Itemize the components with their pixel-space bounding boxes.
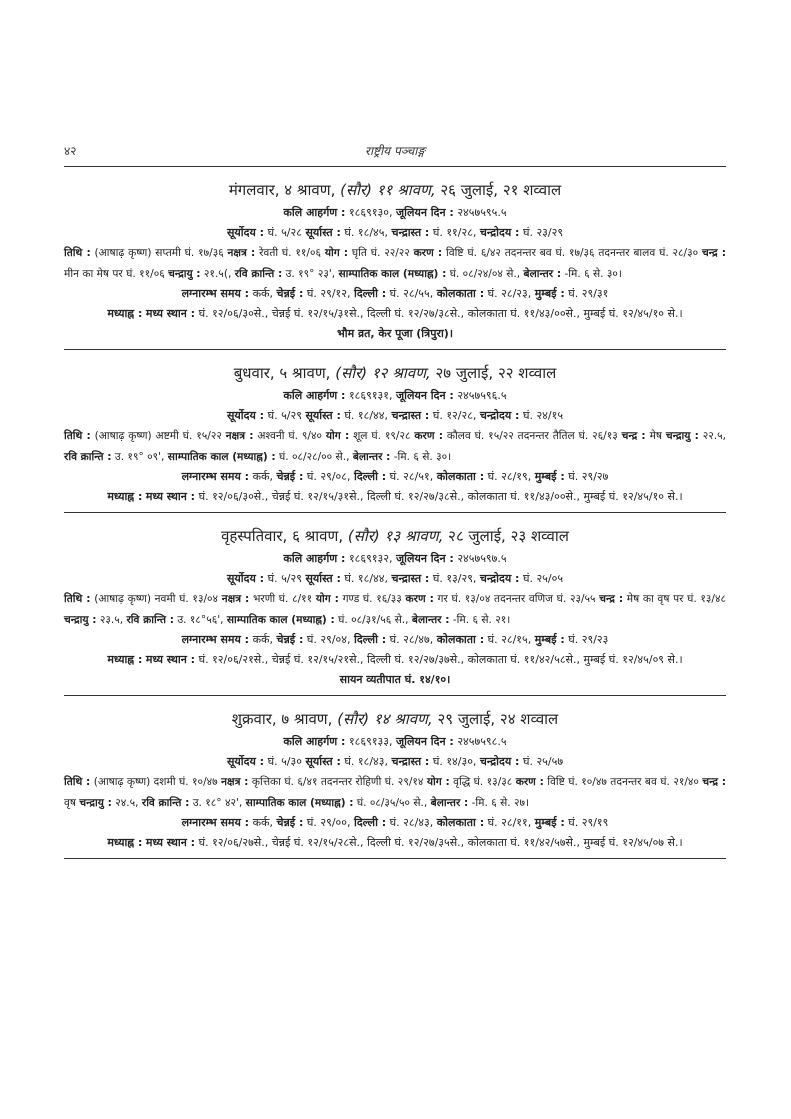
tithi-value: (आषाढ़ कृष्ण) नवमी घं. १३/०४: [94, 593, 219, 605]
moonrise-label: चन्द्रोदय :: [479, 755, 520, 768]
sun-moon-line: [64, 569, 726, 589]
moonrise-value: घं. २३/२९: [522, 226, 564, 239]
sunset-value: घं. १८/४५,: [344, 226, 388, 239]
sunrise-value: घं. ५/२९: [267, 409, 302, 422]
chandrayu-label: चन्द्रायु :: [64, 613, 97, 626]
karana-label: करण :: [515, 776, 544, 788]
lagna-mumbai-value: घं. २९/१९: [568, 816, 609, 829]
chandrayu-label: चन्द्रायु :: [79, 796, 112, 809]
nakshatra-label: नक्षत्र :: [225, 430, 254, 442]
panchang-details: [64, 243, 726, 284]
saur-date: (सौर) ११ श्रावण,: [340, 181, 436, 199]
festival-note: भौम व्रत, केर पूजा (त्रिपुरा)।: [337, 327, 453, 340]
madhyahna-line: [64, 650, 726, 670]
kali-ahargan-value: १८६९१३३,: [348, 735, 393, 748]
moonrise-label: चन्द्रोदय :: [479, 572, 520, 585]
mumbai-label: मुम्बई :: [534, 470, 565, 483]
panchang-details: [64, 772, 726, 813]
karana-value: कौलव घं. १५/२२ तदनन्तर तैतिल घं. २६/१३: [446, 430, 618, 442]
kolkata-label: कोलकाता :: [436, 287, 485, 300]
madhya-sthan-label: मध्य स्थान :: [145, 836, 196, 849]
kali-julian-line: [64, 732, 726, 752]
sunrise-label: सूर्योदय :: [226, 409, 265, 422]
madhyahna-values: घं. १२/०६/२७से., चेन्नई घं. १२/१५/२८से., दिल्ली घं. १२/२७/३५से., कोलकाता घं. ११/४२/५७से., मुम्बई घं. १२/४५/०७ से.।: [198, 836, 683, 849]
lagna-chennai-value: घं. २९/०४,: [306, 633, 351, 646]
kali-julian-line: [64, 549, 726, 569]
lagna-delhi-value: घं. २८/५५,: [389, 287, 434, 300]
lagna-mumbai-value: घं. २९/२७: [568, 470, 609, 483]
madhyahna-values: घं. १२/०६/३०से., चेन्नई घं. १२/१५/३१से., दिल्ली घं. १२/२७/३८से., कोलकाता घं. ११/४३/००से., मुम्बई घं. १२/४५/१० से.।: [198, 307, 683, 320]
moonset-label: चन्द्रास्त :: [391, 572, 430, 585]
yoga-value: घृति घं. २२/२२: [351, 247, 410, 259]
sampatik-label: साम्पातिक काल (मध्याह्न) :: [245, 796, 354, 809]
sampatik-label: साम्पातिक काल (मध्याह्न) :: [338, 267, 447, 280]
julian-day-value: २४५७५९६.५: [457, 389, 507, 402]
ravi-kranti-value: उ. १८°५६',: [177, 613, 224, 626]
nakshatra-value: कृत्तिका घं. ६/४१ तदनन्तर रोहिणी घं. २९/१४: [251, 776, 424, 788]
gregorian-hijri-date: २९ जुलाई, २४ शव्वाल: [437, 710, 559, 728]
belantar-label: बेलान्तर :: [430, 796, 469, 809]
moonset-label: चन्द्रास्त :: [391, 409, 430, 422]
lagna-chennai-value: घं. २९/१२,: [306, 287, 351, 300]
belantar-label: बेलान्तर :: [352, 450, 391, 463]
julian-day-value: २४५७५९५.५: [457, 206, 507, 219]
chandrayu-value: २३.५,: [99, 613, 124, 626]
page: [64, 140, 726, 859]
chandrayu-value: २२.५,: [702, 430, 727, 442]
sampatik-value: घं. ०८/२८/०० से.,: [278, 450, 350, 463]
kali-label: कलि आहर्गण :: [283, 206, 346, 219]
chandra-label: चन्द्र :: [702, 776, 726, 788]
madhyahna-label: मध्याह्न :: [107, 490, 143, 503]
nakshatra-label: नक्षत्र :: [227, 247, 256, 259]
day-heading: [64, 179, 726, 201]
belantar-label: बेलान्तर :: [523, 267, 562, 280]
belantar-value: -मि. ६ से. ३०।: [393, 450, 452, 463]
ravi-kranti-value: उ. १९° २३',: [285, 267, 336, 280]
moonset-label: चन्द्रास्त :: [391, 226, 430, 239]
day-entry: [64, 513, 726, 695]
lagna-delhi-value: घं. २८/५१,: [389, 470, 434, 483]
madhyahna-label: मध्याह्न :: [107, 307, 143, 320]
chennai-label: चेन्नई :: [276, 287, 304, 300]
belantar-value: -मि. ६ से. २१।: [452, 613, 511, 626]
moonrise-label: चन्द्रोदय :: [479, 409, 520, 422]
madhya-sthan-label: मध्य स्थान :: [145, 653, 196, 666]
belantar-label: बेलान्तर :: [411, 613, 450, 626]
julian-label: जूलियन दिन :: [396, 552, 454, 565]
mumbai-label: मुम्बई :: [534, 633, 565, 646]
moonset-value: घं. ११/२८,: [432, 226, 477, 239]
madhyahna-values: घं. १२/०६/२१से., चेन्नई घं. १२/१५/२१से., दिल्ली घं. १२/२७/३७से., कोलकाता घं. ११/४२/५८से., मुम्बई घं. १२/४५/०९ से.।: [198, 653, 683, 666]
chandrayu-label: चन्द्रायु :: [665, 430, 699, 442]
madhyahna-line: [64, 487, 726, 507]
sampatik-label: साम्पातिक काल (मध्याह्न) :: [226, 613, 335, 626]
tithi-value: (आषाढ़ कृष्ण) अष्टमी घं. १५/२२: [94, 430, 222, 442]
moonrise-value: घं. २५/०५: [522, 572, 564, 585]
karana-label: करण :: [405, 593, 434, 605]
festival-note: सायन व्यतीपात घं. १४/१०।: [339, 673, 451, 686]
saur-date: (सौर) १४ श्रावण,: [337, 710, 433, 728]
ravi-kranti-label: रवि क्रान्ति :: [234, 267, 283, 280]
nakshatra-label: नक्षत्र :: [221, 593, 250, 605]
lagna-kark: कर्क,: [252, 816, 273, 829]
delhi-label: दिल्ली :: [353, 633, 387, 646]
sunset-value: घं. १८/४३,: [344, 755, 388, 768]
chandra-label: चन्द्र :: [621, 430, 646, 442]
yoga-label: योग :: [315, 593, 339, 605]
ravi-kranti-label: रवि क्रान्ति :: [126, 613, 174, 626]
kolkata-label: कोलकाता :: [436, 633, 485, 646]
chandra-value: मीन का मेष पर घं. ११/०६: [64, 267, 165, 280]
karana-label: करण :: [414, 430, 443, 442]
karana-label: करण :: [413, 247, 443, 259]
lagna-line: [64, 813, 726, 833]
sampatik-value: घं. ०८/३१/५६ से.,: [338, 613, 409, 626]
sunset-value: घं. १८/४४,: [344, 572, 388, 585]
lagna-kark: कर्क,: [252, 287, 273, 300]
kali-label: कलि आहर्गण :: [283, 389, 346, 402]
lagna-kolkata-value: घं. २८/२३,: [487, 287, 532, 300]
lagna-delhi-value: घं. २८/४३,: [389, 816, 434, 829]
julian-label: जूलियन दिन :: [396, 735, 454, 748]
lagna-label: लग्नारम्भ समय :: [181, 816, 250, 829]
kali-label: कलि आहर्गण :: [283, 552, 346, 565]
lagna-kark: कर्क,: [252, 470, 273, 483]
julian-label: जूलियन दिन :: [396, 389, 454, 402]
chandrayu-value: २१.५(,: [203, 267, 232, 280]
sunrise-label: सूर्योदय :: [226, 572, 265, 585]
lagna-kolkata-value: घं. २८/११,: [487, 816, 532, 829]
mumbai-label: मुम्बई :: [534, 816, 565, 829]
julian-day-value: २४५७५९८.५: [457, 735, 507, 748]
lagna-kolkata-value: घं. २८/१९,: [487, 470, 532, 483]
weekday-date: मंगलवार, ४ श्रावण,: [228, 181, 336, 199]
day-entry: [64, 167, 726, 349]
page-number: ४२: [64, 144, 77, 158]
chandra-label: चन्द्र :: [701, 247, 726, 259]
kali-julian-line: [64, 386, 726, 406]
chennai-label: चेन्नई :: [276, 470, 304, 483]
lagna-chennai-value: घं. २९/०८,: [306, 470, 351, 483]
yoga-value: शूल घं. १९/२८: [353, 430, 411, 442]
lagna-chennai-value: घं. २९/००,: [306, 816, 351, 829]
lagna-line: [64, 630, 726, 650]
ravi-kranti-value: उ. १९° ०९',: [114, 450, 165, 463]
yoga-label: योग :: [325, 430, 350, 442]
kali-ahargan-value: १८६९१३१,: [348, 389, 393, 402]
lagna-label: लग्नारम्भ समय :: [181, 470, 250, 483]
day-entry: [64, 696, 726, 858]
moonrise-label: चन्द्रोदय :: [479, 226, 520, 239]
yoga-label: योग :: [426, 776, 450, 788]
sun-moon-line: [64, 752, 726, 772]
sampatik-label: साम्पातिक काल (मध्याह्न) :: [167, 450, 276, 463]
kali-julian-line: [64, 203, 726, 223]
julian-day-value: २४५७५९७.५: [457, 552, 507, 565]
sun-moon-line: [64, 223, 726, 243]
tithi-label: तिथि :: [64, 776, 91, 788]
nakshatra-value: अश्वनी घं. ९/४०: [257, 430, 323, 442]
day-entry: [64, 350, 726, 512]
ravi-kranti-label: रवि क्रान्ति :: [141, 796, 190, 809]
weekday-date: वृहस्पतिवार, ६ श्रावण,: [221, 527, 344, 545]
lagna-delhi-value: घं. २८/४७,: [389, 633, 434, 646]
sunrise-value: घं. ५/२९: [267, 572, 302, 585]
yoga-label: योग :: [324, 247, 349, 259]
day-heading: [64, 525, 726, 547]
sunset-label: सूर्यास्त :: [305, 572, 341, 585]
ravi-kranti-value: उ. १८° ४२',: [192, 796, 243, 809]
sunrise-label: सूर्योदय :: [226, 755, 265, 768]
delhi-label: दिल्ली :: [353, 816, 387, 829]
kolkata-label: कोलकाता :: [436, 470, 485, 483]
kali-label: कलि आहर्गण :: [283, 735, 346, 748]
belantar-value: -मि. ६ से. ३०।: [564, 267, 622, 280]
chandrayu-value: २४.५,: [115, 796, 139, 809]
day-entries: [64, 167, 726, 859]
sunrise-value: घं. ५/३०: [267, 755, 302, 768]
tithi-label: तिथि :: [64, 247, 91, 259]
madhyahna-values: घं. १२/०६/३०से., चेन्नई घं. १२/१५/३१से., दिल्ली घं. १२/२७/३८से., कोलकाता घं. ११/४३/००से., मुम्बई घं. १२/४५/१० से.।: [198, 490, 683, 503]
chennai-label: चेन्नई :: [276, 816, 304, 829]
sun-moon-line: [64, 406, 726, 426]
kolkata-label: कोलकाता :: [436, 816, 485, 829]
tithi-label: तिथि :: [64, 430, 91, 442]
sunrise-label: सूर्योदय :: [226, 226, 265, 239]
running-title: राष्ट्रीय पञ्चाङ्ग: [365, 144, 425, 158]
panchang-details: [64, 589, 726, 630]
chennai-label: चेन्नई :: [276, 633, 304, 646]
nakshatra-value: भरणी घं. ८/११: [252, 593, 313, 605]
karana-value: विष्टि घं. ६/४२ तदनन्तर बव घं. १७/३६ तदनन्तर बालव घं. २८/३०: [445, 247, 699, 259]
chandra-value: मेष: [649, 430, 663, 442]
lagna-mumbai-value: घं. २९/२३: [568, 633, 609, 646]
lagna-mumbai-value: घं. २९/३१: [568, 287, 609, 300]
yoga-value: गण्ड घं. १६/३३: [342, 593, 402, 605]
tithi-label: तिथि :: [64, 593, 91, 605]
weekday-date: शुक्रवार, ७ श्रावण,: [231, 710, 333, 728]
sunrise-value: घं. ५/२८: [267, 226, 302, 239]
lagna-label: लग्नारम्भ समय :: [181, 287, 250, 300]
gregorian-hijri-date: २७ जुलाई, २२ शव्वाल: [435, 364, 557, 382]
lagna-line: [64, 284, 726, 304]
sunset-label: सूर्यास्त :: [305, 755, 341, 768]
lagna-kark: कर्क,: [252, 633, 273, 646]
madhya-sthan-label: मध्य स्थान :: [145, 490, 196, 503]
madhya-sthan-label: मध्य स्थान :: [145, 307, 196, 320]
chandrayu-label: चन्द्रायु :: [168, 267, 201, 280]
moonrise-value: घं. २५/५७: [522, 755, 564, 768]
belantar-value: -मि. ६ से. २७।: [471, 796, 530, 809]
tithi-value: (आषाढ़ कृष्ण) दशमी घं. १०/४७: [93, 776, 218, 788]
delhi-label: दिल्ली :: [353, 470, 387, 483]
day-separator-rule: [64, 858, 726, 859]
chandra-value: वृष: [64, 796, 77, 809]
weekday-date: बुधवार, ५ श्रावण,: [233, 364, 331, 382]
sampatik-value: घं. ०८/३५/५० से.,: [356, 796, 428, 809]
saur-date: (सौर) १२ श्रावण,: [335, 364, 431, 382]
lagna-line: [64, 467, 726, 487]
panchang-details: [64, 426, 726, 467]
sampatik-value: घं. ०८/२४/०४ से.,: [449, 267, 521, 280]
nakshatra-value: रेवती घं. ११/०६: [259, 247, 321, 259]
delhi-label: दिल्ली :: [353, 287, 387, 300]
moonset-value: घं. १४/३०,: [432, 755, 477, 768]
nakshatra-label: नक्षत्र :: [221, 776, 249, 788]
madhyahna-label: मध्याह्न :: [107, 653, 143, 666]
gregorian-hijri-date: २८ जुलाई, २३ शव्वाल: [448, 527, 569, 545]
chandra-label: चन्द्र :: [599, 593, 624, 605]
ravi-kranti-label: रवि क्रान्ति :: [64, 450, 112, 463]
day-heading: [64, 708, 726, 730]
sunset-value: घं. १८/४४,: [344, 409, 388, 422]
yoga-value: वृद्धि घं. १३/३८: [453, 776, 513, 788]
kali-ahargan-value: १८६९१३२,: [348, 552, 393, 565]
chandra-value: मेष का वृष पर घं. १३/४८: [626, 593, 727, 605]
day-heading: [64, 362, 726, 384]
saur-date: (सौर) १३ श्रावण,: [347, 527, 444, 545]
moonset-label: चन्द्रास्त :: [391, 755, 430, 768]
mumbai-label: मुम्बई :: [534, 287, 565, 300]
lagna-label: लग्नारम्भ समय :: [181, 633, 250, 646]
moonrise-value: घं. २४/१५: [522, 409, 564, 422]
sunset-label: सूर्यास्त :: [305, 409, 341, 422]
sunset-label: सूर्यास्त :: [305, 226, 341, 239]
karana-value: गर घं. १३/०४ तदनन्तर वणिज घं. २३/५५: [437, 593, 596, 605]
gregorian-hijri-date: २६ जुलाई, २१ शव्वाल: [440, 181, 562, 199]
karana-value: विष्टि घं. १०/४७ तदनन्तर बव घं. २१/४०: [547, 776, 699, 788]
madhyahna-line: [64, 304, 726, 324]
madhyahna-line: [64, 833, 726, 853]
madhyahna-label: मध्याह्न :: [107, 836, 143, 849]
running-header: [64, 140, 726, 162]
moonset-value: घं. १२/२८,: [432, 409, 477, 422]
tithi-value: (आषाढ़ कृष्ण) सप्तमी घं. १७/३६: [94, 247, 224, 259]
kali-ahargan-value: १८६९१३०,: [348, 206, 393, 219]
moonset-value: घं. १३/२९,: [432, 572, 477, 585]
lagna-kolkata-value: घं. २८/१५,: [487, 633, 532, 646]
julian-label: जूलियन दिन :: [396, 206, 454, 219]
